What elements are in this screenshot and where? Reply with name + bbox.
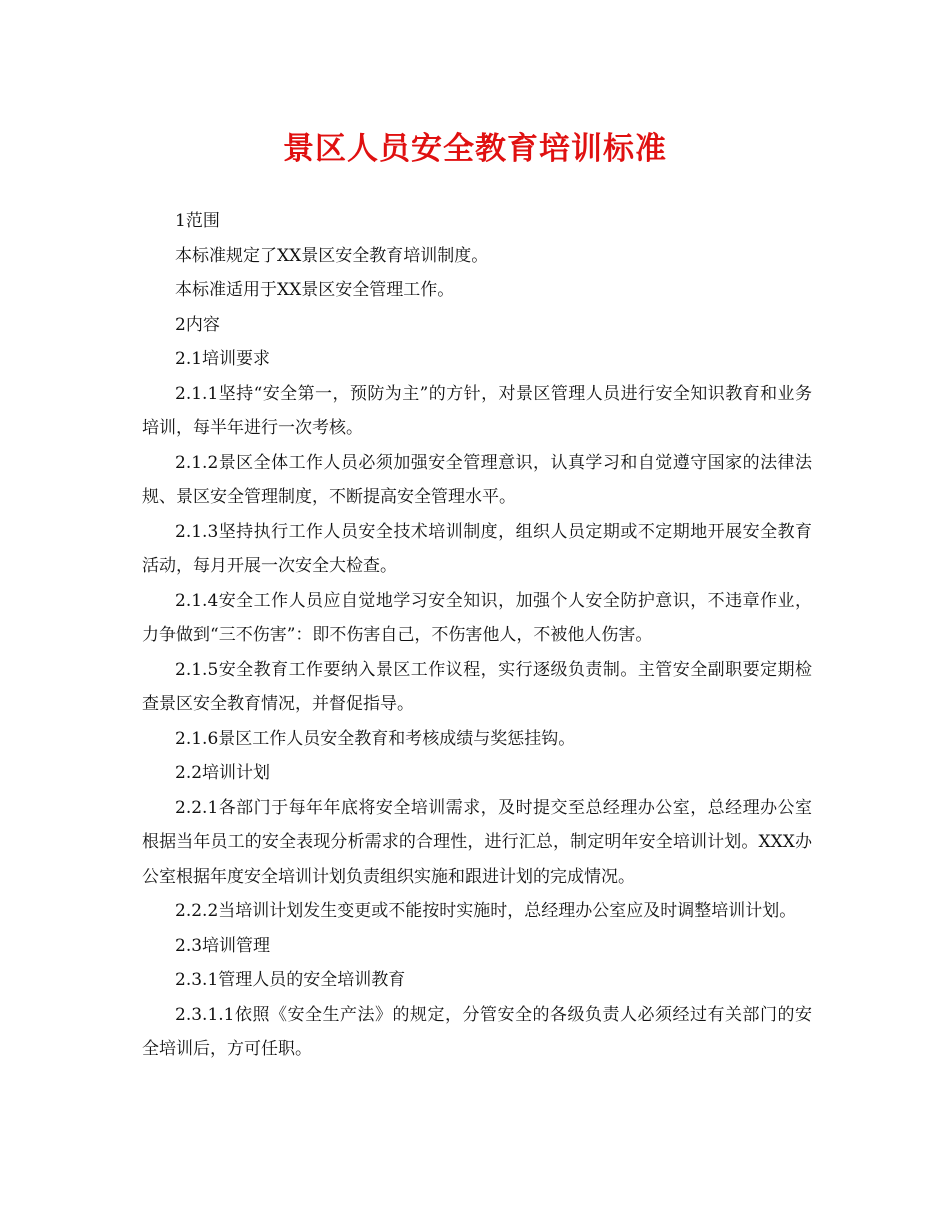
paragraph-content-heading: 2内容 [175, 314, 220, 335]
document-body [142, 204, 812, 1067]
paragraph-2-2-1: 2.2.1各部门于每年年底将安全培训需求，及时提交至总经理办公室，总经理办公室根据当年员工的安全表现分析需求的合理性，进行汇总，制定明年安全培训计划。XXX办公室根据年度安全培训计划负责组织实施和跟进计划的完成情况。 [142, 797, 812, 887]
paragraph-2-1-5: 2.1.5安全教育工作要纳入景区工作议程，实行逐级负责制。主管安全副职要定期检查景区安全教育情况，并督促指导。 [142, 659, 812, 714]
paragraph-2-3-1-1: 2.3.1.1依照《安全生产法》的规定，分管安全的各级负责人必须经过有关部门的安全培训后，方可任职。 [142, 1004, 812, 1059]
paragraph-training-management-heading: 2.3培训管理 [175, 935, 271, 956]
paragraph-2-1-3: 2.1.3坚持执行工作人员安全技术培训制度，组织人员定期或不定期地开展安全教育活动，每月开展一次安全大检查。 [142, 521, 812, 576]
paragraph-2-1-2: 2.1.2景区全体工作人员必须加强安全管理意识，认真学习和自觉遵守国家的法律法规、景区安全管理制度，不断提高安全管理水平。 [142, 452, 812, 507]
paragraph-training-plan-heading: 2.2培训计划 [175, 763, 271, 783]
paragraph-2-2-2: 2.2.2当培训计划发生变更或不能按时实施时，总经理办公室应及时调整培训计划。 [175, 901, 797, 921]
paragraph-2-1-6: 2.1.6景区工作人员安全教育和考核成绩与奖惩挂钩。 [175, 728, 576, 749]
paragraph-2-3-1: 2.3.1管理人员的安全培训教育 [175, 970, 406, 990]
paragraph-training-requirements-heading: 2.1培训要求 [175, 349, 271, 369]
document-title: 景区人员安全教育培训标准 [283, 131, 667, 167]
paragraph-scope-applicability: 本标准适用于XX景区安全管理工作。 [175, 280, 455, 300]
paragraph-2-1-4: 2.1.4安全工作人员应自觉地学习安全知识，加强个人安全防护意识，不违章作业，力争做到“三不伤害”：即不伤害自己，不伤害他人，不被他人伤害。 [142, 590, 812, 645]
paragraph-2-1-1: 2.1.1坚持“安全第一，预防为主”的方针，对景区管理人员进行安全知识教育和业务培训，每半年进行一次考核。 [142, 383, 812, 438]
paragraph-scope-statement: 本标准规定了XX景区安全教育培训制度。 [175, 245, 489, 266]
paragraph-scope-heading: 1范围 [175, 211, 220, 231]
